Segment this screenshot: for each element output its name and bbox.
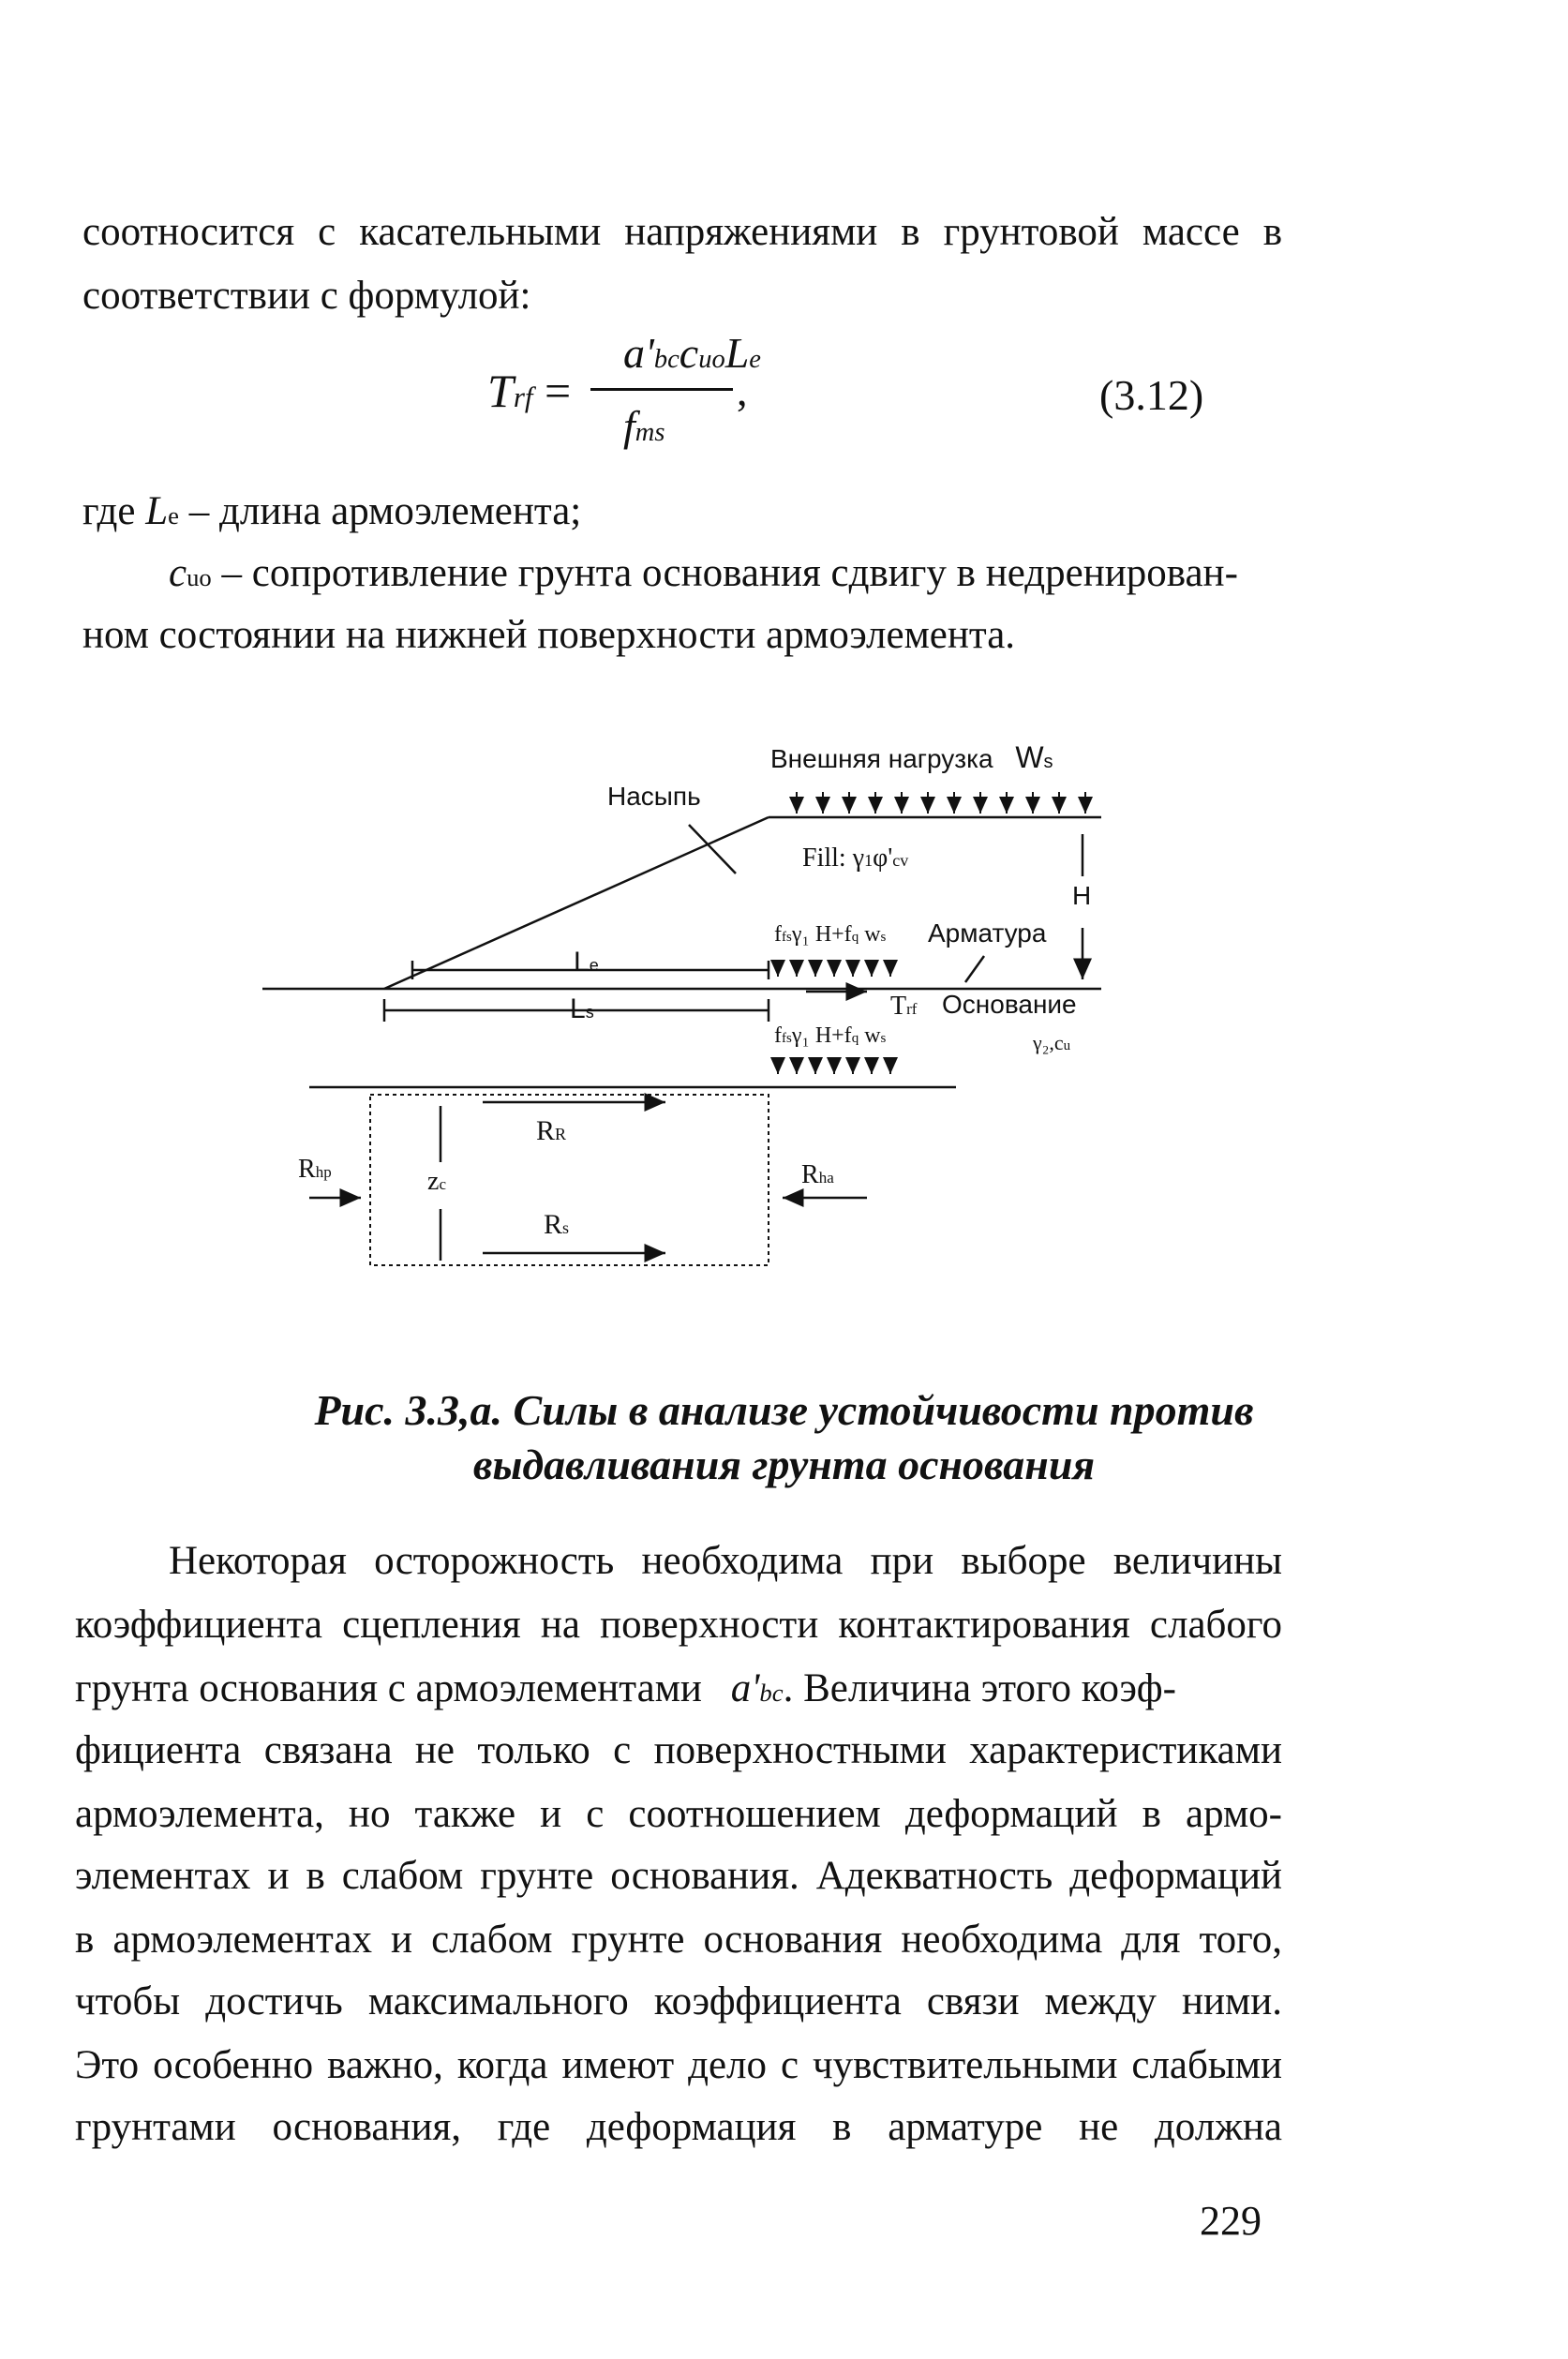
body-line: фициента связана не только с поверхностными характеристиками — [75, 1728, 1282, 1772]
page-number: 229 — [1200, 2198, 1262, 2244]
embankment-label: Насыпь — [607, 782, 701, 811]
foundation-label: Основание — [942, 990, 1077, 1019]
lower-load-arrows — [778, 1057, 890, 1074]
figure-caption-line-1: Рис. 3.3,а. Силы в анализе устойчивости против — [314, 1386, 1254, 1434]
intro-line-1: соотносится с касательными напряжениями в грунтовой массе в — [82, 210, 1282, 254]
le-label: Le — [574, 947, 599, 978]
zc-label: zc — [427, 1167, 446, 1196]
external-load-label: Внешняя нагрузка Ws — [770, 740, 1053, 774]
body-line: армоэлемента, но также и с соотношением деформаций в армо- — [75, 1792, 1282, 1836]
rhp-label: Rhp — [298, 1155, 332, 1184]
fill-label: Fill: γ1φ'cv — [802, 844, 909, 873]
body-line: в армоэлементах и слабом грунте основания необходима для того, — [75, 1918, 1282, 1962]
formula-number: (3.12) — [1099, 371, 1204, 419]
body-line: грунтами основания, где деформация в арматуре не должна — [75, 2105, 1282, 2149]
upper-load-label: ffsγ₁ H+fq ws — [774, 922, 887, 947]
reinforcement-label: Арматура — [928, 918, 1047, 948]
figure-caption-line-2: выдавливания грунта основания — [472, 1441, 1096, 1488]
rha-label: Rha — [801, 1160, 834, 1189]
cuo-line-2: ном состоянии на нижней поверхности армоэлемента. — [82, 613, 1016, 657]
rr-label: RR — [536, 1115, 567, 1146]
lower-load-label: ffsγ₁ H+fq ws — [774, 1023, 887, 1048]
formula-numerator: a'bccuoLe — [623, 329, 761, 377]
body-line: элементах и в слабом грунте основания. Адекватность деформаций — [75, 1854, 1282, 1898]
intro-line-2: соответствии с формулой: — [82, 274, 531, 318]
formula-denominator: fms — [623, 402, 665, 450]
rs-label: Rs — [544, 1209, 570, 1240]
inline-symbol: a'bc — [730, 1666, 784, 1710]
trf-label: Trf — [890, 992, 918, 1021]
reinforcement-leader — [965, 956, 984, 982]
foundation-params-label: γ₂,cu — [1033, 1031, 1071, 1054]
body-line: грунта основания с армоэлементами a'bc. Величина этого коэф- — [75, 1666, 1176, 1710]
body-line: Это особенно важно, когда имеют дело с чувствительными слабыми — [75, 2043, 1282, 2087]
formula-lhs: Trf = — [487, 365, 572, 417]
upper-load-arrows — [778, 960, 890, 977]
body-line: Некоторая осторожность необходима при выборе величины — [169, 1539, 1282, 1583]
body-line: чтобы достичь максимального коэффициента связи между ними. — [75, 1979, 1282, 2023]
body-line: коэффициента сцепления на поверхности контактирования слабого — [75, 1603, 1282, 1647]
h-label: H — [1072, 881, 1092, 910]
cuo-line-1: cuo – сопротивление грунта основания сдвигу в недренирован- — [169, 551, 1238, 595]
where-line: где Le – длина армоэлемента; — [82, 489, 582, 533]
external-load-arrows — [797, 792, 1085, 814]
ls-label: Ls — [570, 993, 594, 1024]
formula-comma: , — [737, 366, 748, 414]
